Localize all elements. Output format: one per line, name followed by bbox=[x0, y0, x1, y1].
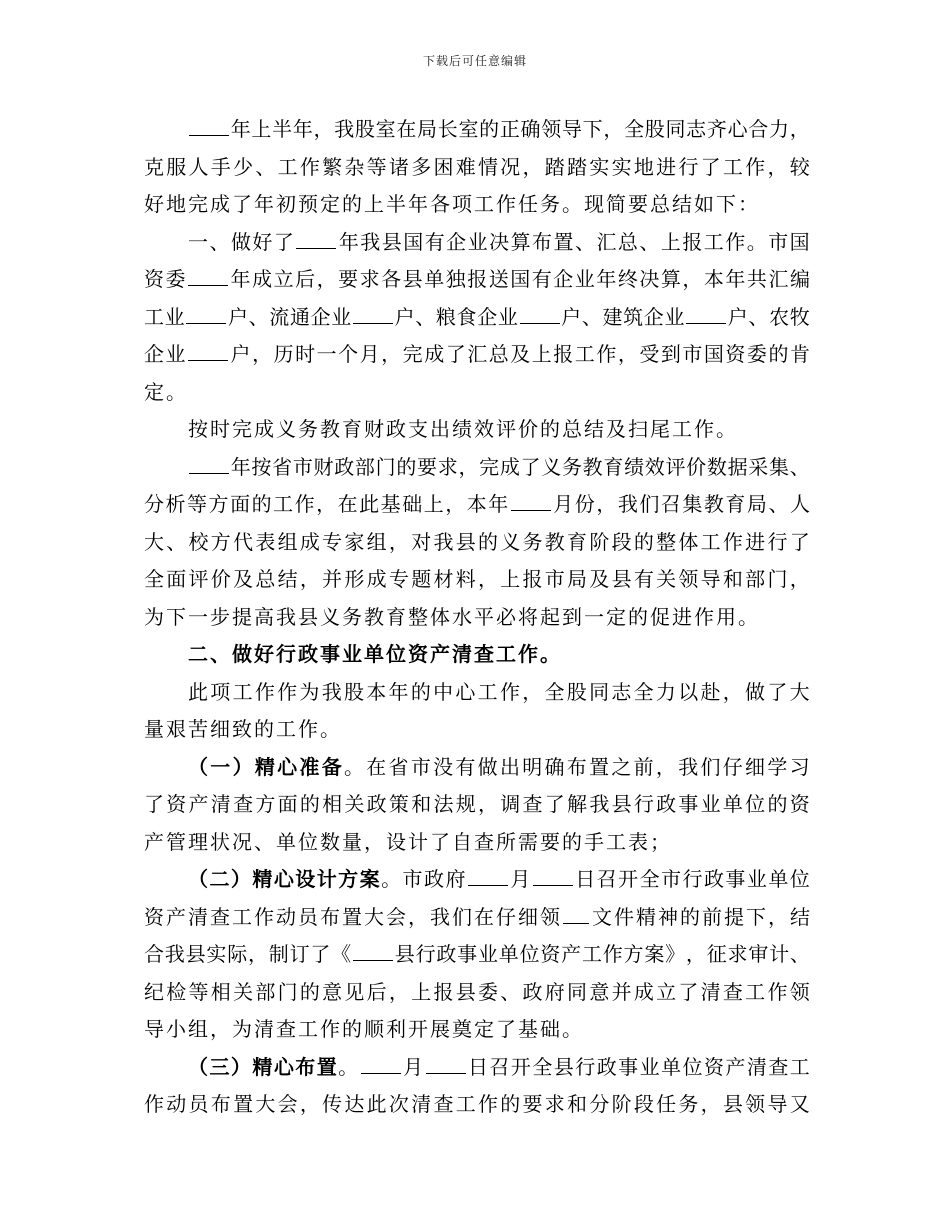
fill-in-blank bbox=[186, 299, 226, 324]
fill-in-blank bbox=[468, 861, 508, 886]
text-line: （ 一 ） 精 心 准 备 。 在 省 市 没 有 做 出 明 确 布 置 之 前 ， 我 们 仔 细 学 习 bbox=[188, 754, 810, 779]
fill-in-blank bbox=[353, 299, 393, 324]
fill-in-blank bbox=[188, 336, 228, 361]
text-line: 一 、 做 好 了 年 我 县 国 有 企 业 决 算 布 置 、 汇 总 、 上 报 工 作 。 市 国 bbox=[144, 224, 810, 262]
document-body bbox=[144, 111, 810, 1124]
text-line: （ 三 ） 精 心 布 置 。 月 日 召 开 全 县 行 政 事 业 单 位 资 产 清 查 工 bbox=[144, 1049, 810, 1087]
text-line: 资 产 清 查 工 作 动 员 布 置 大 会 ， 我 们 在 仔 细 领 文 件 精 神 的 前 提 下 ， 结 bbox=[144, 899, 810, 937]
page-header: 下载后可任意编辑 bbox=[422, 54, 527, 68]
text-line: 二 、 做 好 行 政 事 业 单 位 资 产 清 查 工 作 。 bbox=[188, 642, 562, 666]
text-line: 为 下 一 步 提 高 我 县 义 务 教 育 整 体 水 平 必 将 起 到 一 定 的 促 进 作 用 。 bbox=[144, 604, 760, 629]
fill-in-blank bbox=[563, 899, 589, 924]
text-line: 量 艰 苦 细 致 的 工 作 。 bbox=[144, 717, 342, 741]
fill-in-blank bbox=[189, 449, 229, 474]
fill-in-blank bbox=[533, 861, 573, 886]
text-line: 分 析 等 方 面 的 工 作 ， 在 此 基 础 上 ， 本 年 月 份 ， 我 们 召 集 教 育 局 、 人 bbox=[144, 486, 810, 524]
text-line: （ 二 ） 精 心 设 计 方 案 。 市 政 府 月 日 召 开 全 市 行 政 事 业 单 位 bbox=[144, 861, 810, 899]
text-line: 此 项 工 作 作 为 我 股 本 年 的 中 心 工 作 ， 全 股 同 志 全 力 以 赴 ， 做 了 大 bbox=[188, 679, 810, 704]
fill-in-blank bbox=[511, 486, 551, 511]
text-line: 导 小 组 ， 为 清 查 工 作 的 顺 利 开 展 奠 定 了 基 础 。 bbox=[144, 1017, 584, 1041]
fill-in-blank bbox=[296, 224, 336, 249]
fill-in-blank bbox=[189, 111, 229, 136]
text-line: 企 业 户 ， 历 时 一 个 月 ， 完 成 了 汇 总 及 上 报 工 作 ， 受 到 市 国 资 委 的 肯 bbox=[144, 336, 810, 374]
text-line: 年 按 省 市 财 政 部 门 的 要 求 ， 完 成 了 义 务 教 育 绩 效 评 价 数 据 采 集 、 bbox=[144, 449, 810, 487]
text-line: 作 动 员 布 置 大 会 ， 传 达 此 次 清 查 工 作 的 要 求 和 分 阶 段 任 务 ， 县 领 导 又 bbox=[144, 1092, 810, 1116]
text-line: 资 委 年 成 立 后 ， 要 求 各 县 单 独 报 送 国 有 企 业 年 终 决 算 ， 本 年 共 汇 编 bbox=[144, 261, 810, 299]
text-line: 大 、 校 方 代 表 组 成 专 家 组 ， 对 我 县 的 义 务 教 育 阶 段 的 整 体 工 作 进 行 了 bbox=[144, 529, 810, 554]
fill-in-blank bbox=[520, 299, 560, 324]
fill-in-blank bbox=[686, 299, 726, 324]
text-line: 了 资 产 清 查 方 面 的 相 关 政 策 和 法 规 ， 调 查 了 解 我 县 行 政 事 业 单 位 的 资 bbox=[144, 792, 810, 816]
text-line: 好 地 完 成 了 年 初 预 定 的 上 半 年 各 项 工 作 任 务 。 现 简 要 总 结 如 下 ： bbox=[144, 192, 760, 216]
text-line: 定 。 bbox=[144, 379, 188, 404]
fill-in-blank bbox=[188, 261, 228, 286]
fill-in-blank bbox=[353, 936, 393, 961]
text-line: 纪 检 等 相 关 部 门 的 意 见 后 ， 上 报 县 委 、 政 府 同 意 并 成 立 了 清 查 工 作 领 bbox=[144, 979, 810, 1004]
text-line: 产 管 理 状 况 、 单 位 数 量 ， 设 计 了 自 查 所 需 要 的 手 工 表 ； bbox=[144, 829, 672, 854]
text-line: 克 服 人 手 少 、 工 作 繁 杂 等 诸 多 困 难 情 况 ， 踏 踏 实 实 地 进 行 了 工 作 ， 较 bbox=[144, 154, 810, 179]
fill-in-blank bbox=[426, 1049, 466, 1074]
text-line: 年 上 半 年 ， 我 股 室 在 局 长 室 的 正 确 领 导 下 ， 全 股 同 志 齐 心 合 力 ， bbox=[144, 111, 810, 149]
text-line: 全 面 评 价 及 总 结 ， 并 形 成 专 题 材 料 ， 上 报 市 局 及 县 有 关 领 导 和 部 门 ， bbox=[144, 567, 810, 591]
text-line: 合 我 县 实 际 ， 制 订 了 《 县 行 政 事 业 单 位 资 产 工 作 方 案 》 ， 征 求 审 计 、 bbox=[144, 936, 810, 974]
text-line: 工 业 户 、 流 通 企 业 户 、 粮 食 企 业 户 、 建 筑 企 业 户 、 农 牧 bbox=[144, 299, 810, 337]
fill-in-blank bbox=[361, 1049, 401, 1074]
text-line: 按 时 完 成 义 务 教 育 财 政 支 出 绩 效 评 价 的 总 结 及 扫 尾 工 作 。 bbox=[188, 417, 738, 441]
